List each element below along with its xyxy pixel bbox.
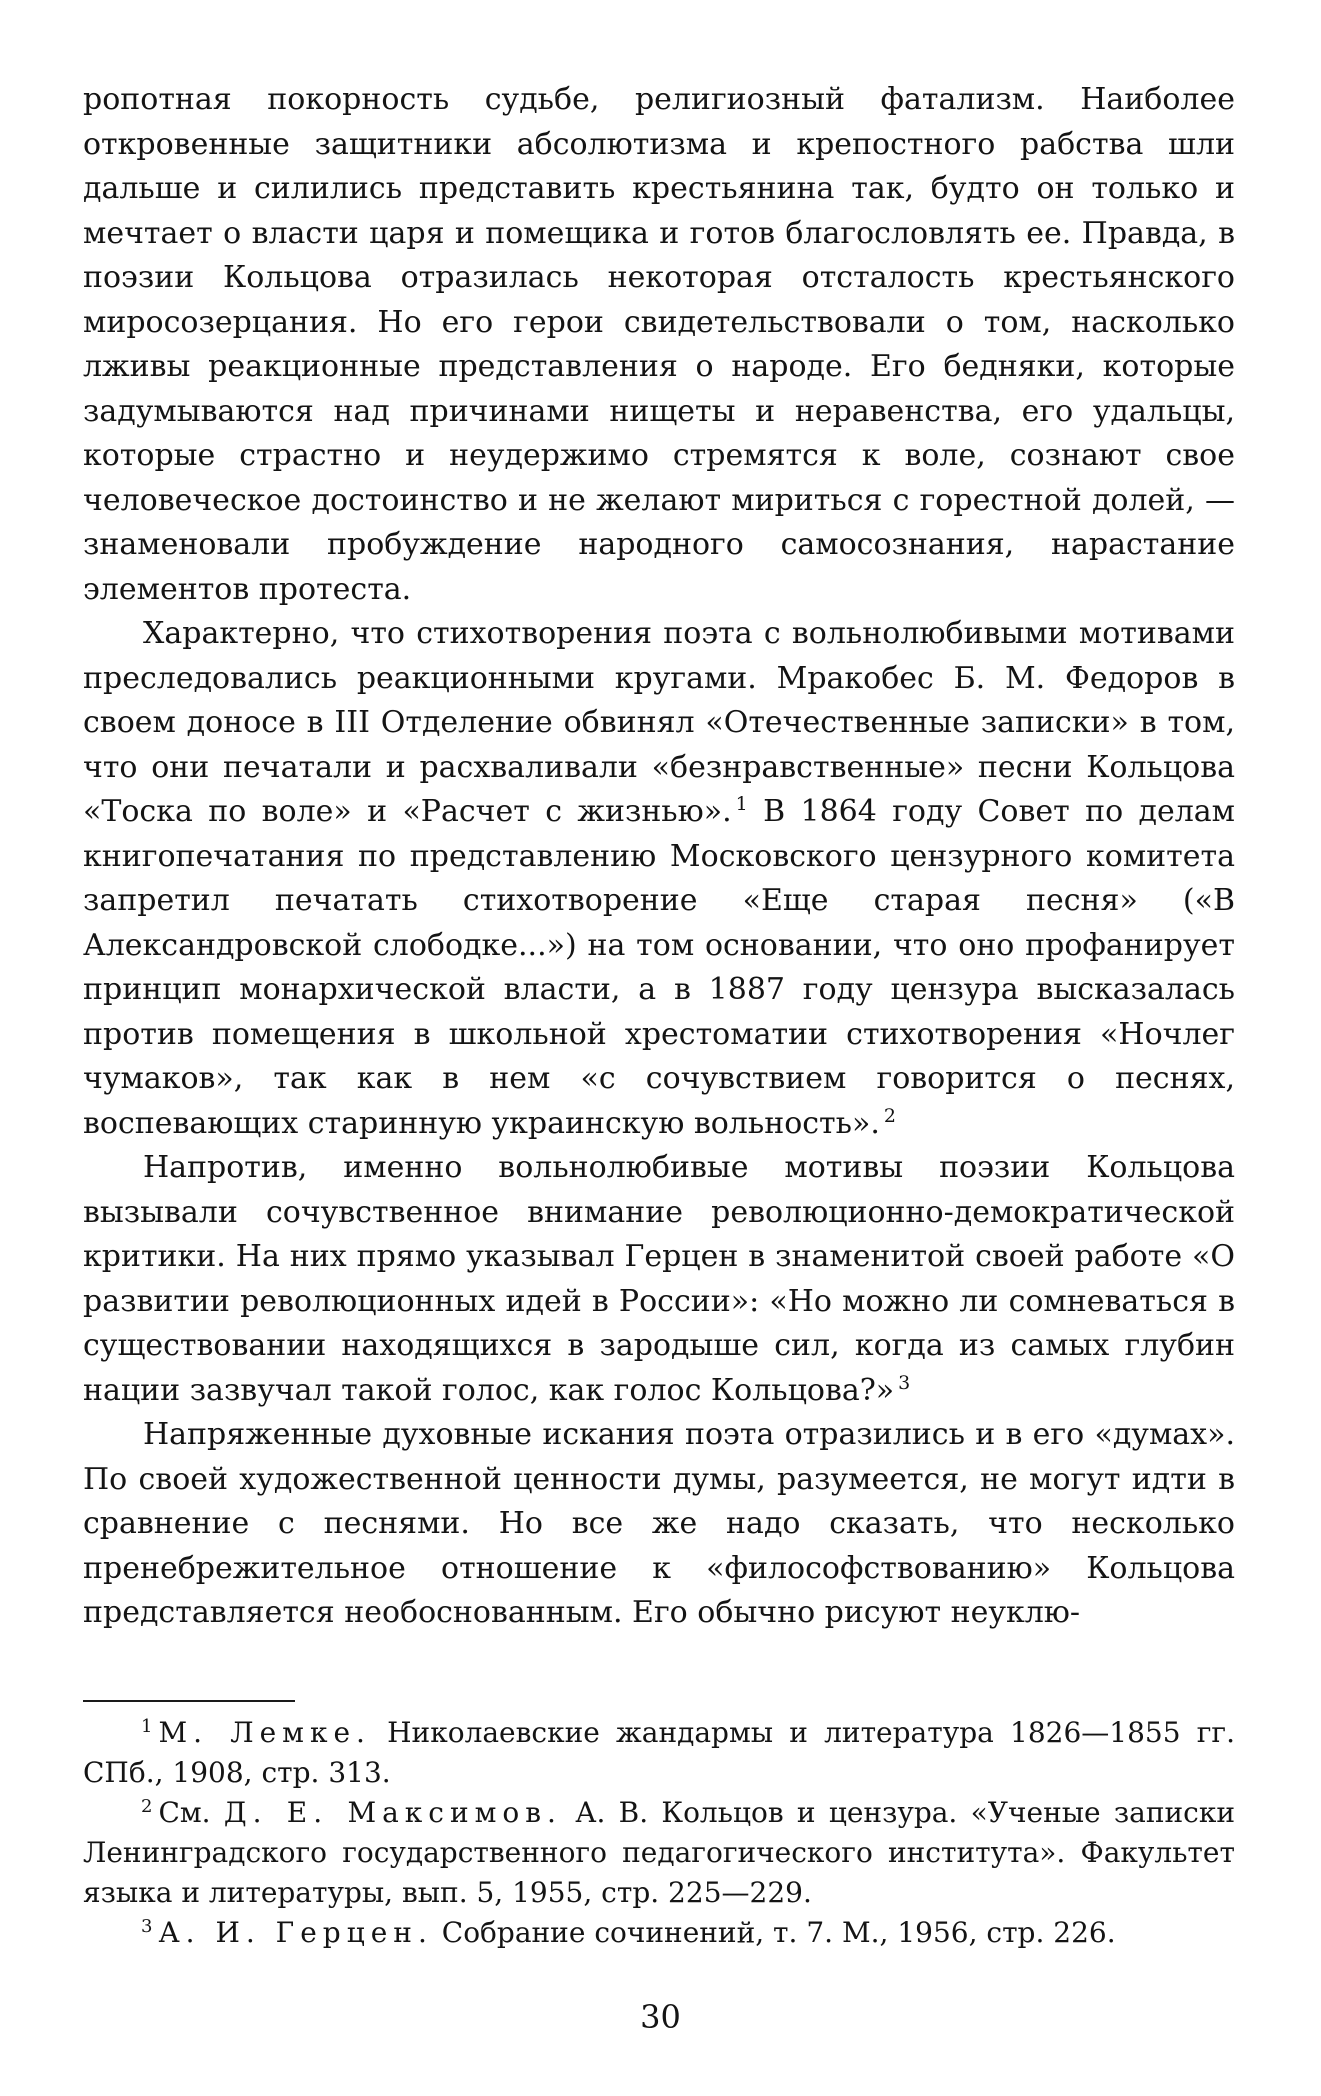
footnote-ref-2[interactable]: 2: [883, 1104, 896, 1127]
paragraph-1-text: ропотная покорность судьбе, религиозный фатализм. Наиболее откровенные защитники абсолютизма и крепостного рабства шли дальше и силились представить крестьянина так, будто он только и мечтает о власти царя и помещика и готов благословлять ее. Правда, в поэзии Кольцова отразилась некоторая отсталость крестьянского миросозерцания. Но его герои свидетельствовали о том, насколько лживы реакционные представления о народе. Его бедняки, которые задумываются над причинами нищеты и неравенства, его удальцы, которые страстно и неудержимо стремятся к воле, сознают свое человеческое достоинство и не желают мириться с горестной долей, — знаменовали пробуждение народного самосознания, нарастание элементов протеста.: [83, 82, 1235, 607]
footnote-divider: [83, 1700, 295, 1702]
main-text: [83, 78, 1235, 1636]
paragraph-3: [83, 1146, 1235, 1413]
paragraph-2b-text: В 1864 году Совет по делам книгопечатания по представлению Московского цензурного комитета запретил печатать стихотворение «Еще старая песня» («В Александровской слободке...») на том основании, что оно профанирует принцип монархической власти, а в 1887 году цензура высказалась против помещения в школьной хрестоматии стихотворения «Ночлег чумаков», так как в нем «с сочувствием говорится о песнях, воспевающих старинную украинскую вольность».: [83, 794, 1235, 1141]
footnote-2-number: 2: [141, 1795, 153, 1817]
footnote-ref-3[interactable]: 3: [898, 1371, 911, 1394]
footnote-3-number: 3: [141, 1915, 153, 1937]
paragraph-2: [83, 612, 1235, 1146]
paragraph-4-text: Напряженные духовные искания поэта отразились и в его «думах». По своей художественной ценности думы, разумеется, не могут идти в сравнение с песнями. Но все же надо сказать, что несколько пренебрежительное отношение к «философствованию» Кольцова представляется необоснованным. Его обычно рисуют неуклю-: [83, 1417, 1235, 1630]
page-number: 30: [640, 1998, 681, 2036]
footnote-3-text: Собрание сочинений, т. 7. М., 1956, стр. 226.: [441, 1916, 1116, 1949]
footnotes: [83, 1713, 1235, 1953]
footnote-1: [83, 1713, 1235, 1793]
footnote-1-number: 1: [141, 1715, 153, 1737]
footnote-1-text: Николаевские жандармы и литература 1826—1855 гг. СПб., 1908, стр. 313.: [83, 1716, 1235, 1789]
footnote-3: [83, 1913, 1235, 1953]
footnote-2-author: Д. Е. Максимов.: [223, 1796, 562, 1829]
footnote-1-author: М. Лемке.: [158, 1716, 371, 1749]
paragraph-2-text: Характерно, что стихотворения поэта с вольнолюбивыми мотивами преследовались реакционными кругами. Мракобес Б. М. Федоров в своем доносе в III Отделение обвинял «Отечественные записки» в том, что они печатали и расхваливали «безнравственные» песни Кольцова «Тоска по воле» и «Расчет с жизнью».: [83, 616, 1235, 829]
paragraph-3-text: Напротив, именно вольнолюбивые мотивы поэзии Кольцова вызывали сочувственное внимание революционно-демократической критики. На них прямо указывал Герцен в знаменитой своей работе «О развитии революционных идей в России»: «Но можно ли сомневаться в существовании находящихся в зародыше сил, когда из самых глубин нации зазвучал такой голос, как голос Кольцова?»: [83, 1150, 1235, 1408]
footnote-3-author: А. И. Герцен.: [158, 1916, 433, 1949]
paragraph-4: [83, 1413, 1235, 1636]
footnote-2-text: А. В. Кольцов и цензура. «Ученые записки Ленинградского государственного педагогического института». Факультет языка и литературы, вып. 5, 1955, стр. 225—229.: [83, 1796, 1236, 1909]
footnote-2: [83, 1793, 1235, 1913]
footnote-2-prefix: См.: [158, 1796, 211, 1829]
paragraph-1: [83, 78, 1235, 612]
footnote-ref-1[interactable]: 1: [735, 793, 748, 815]
